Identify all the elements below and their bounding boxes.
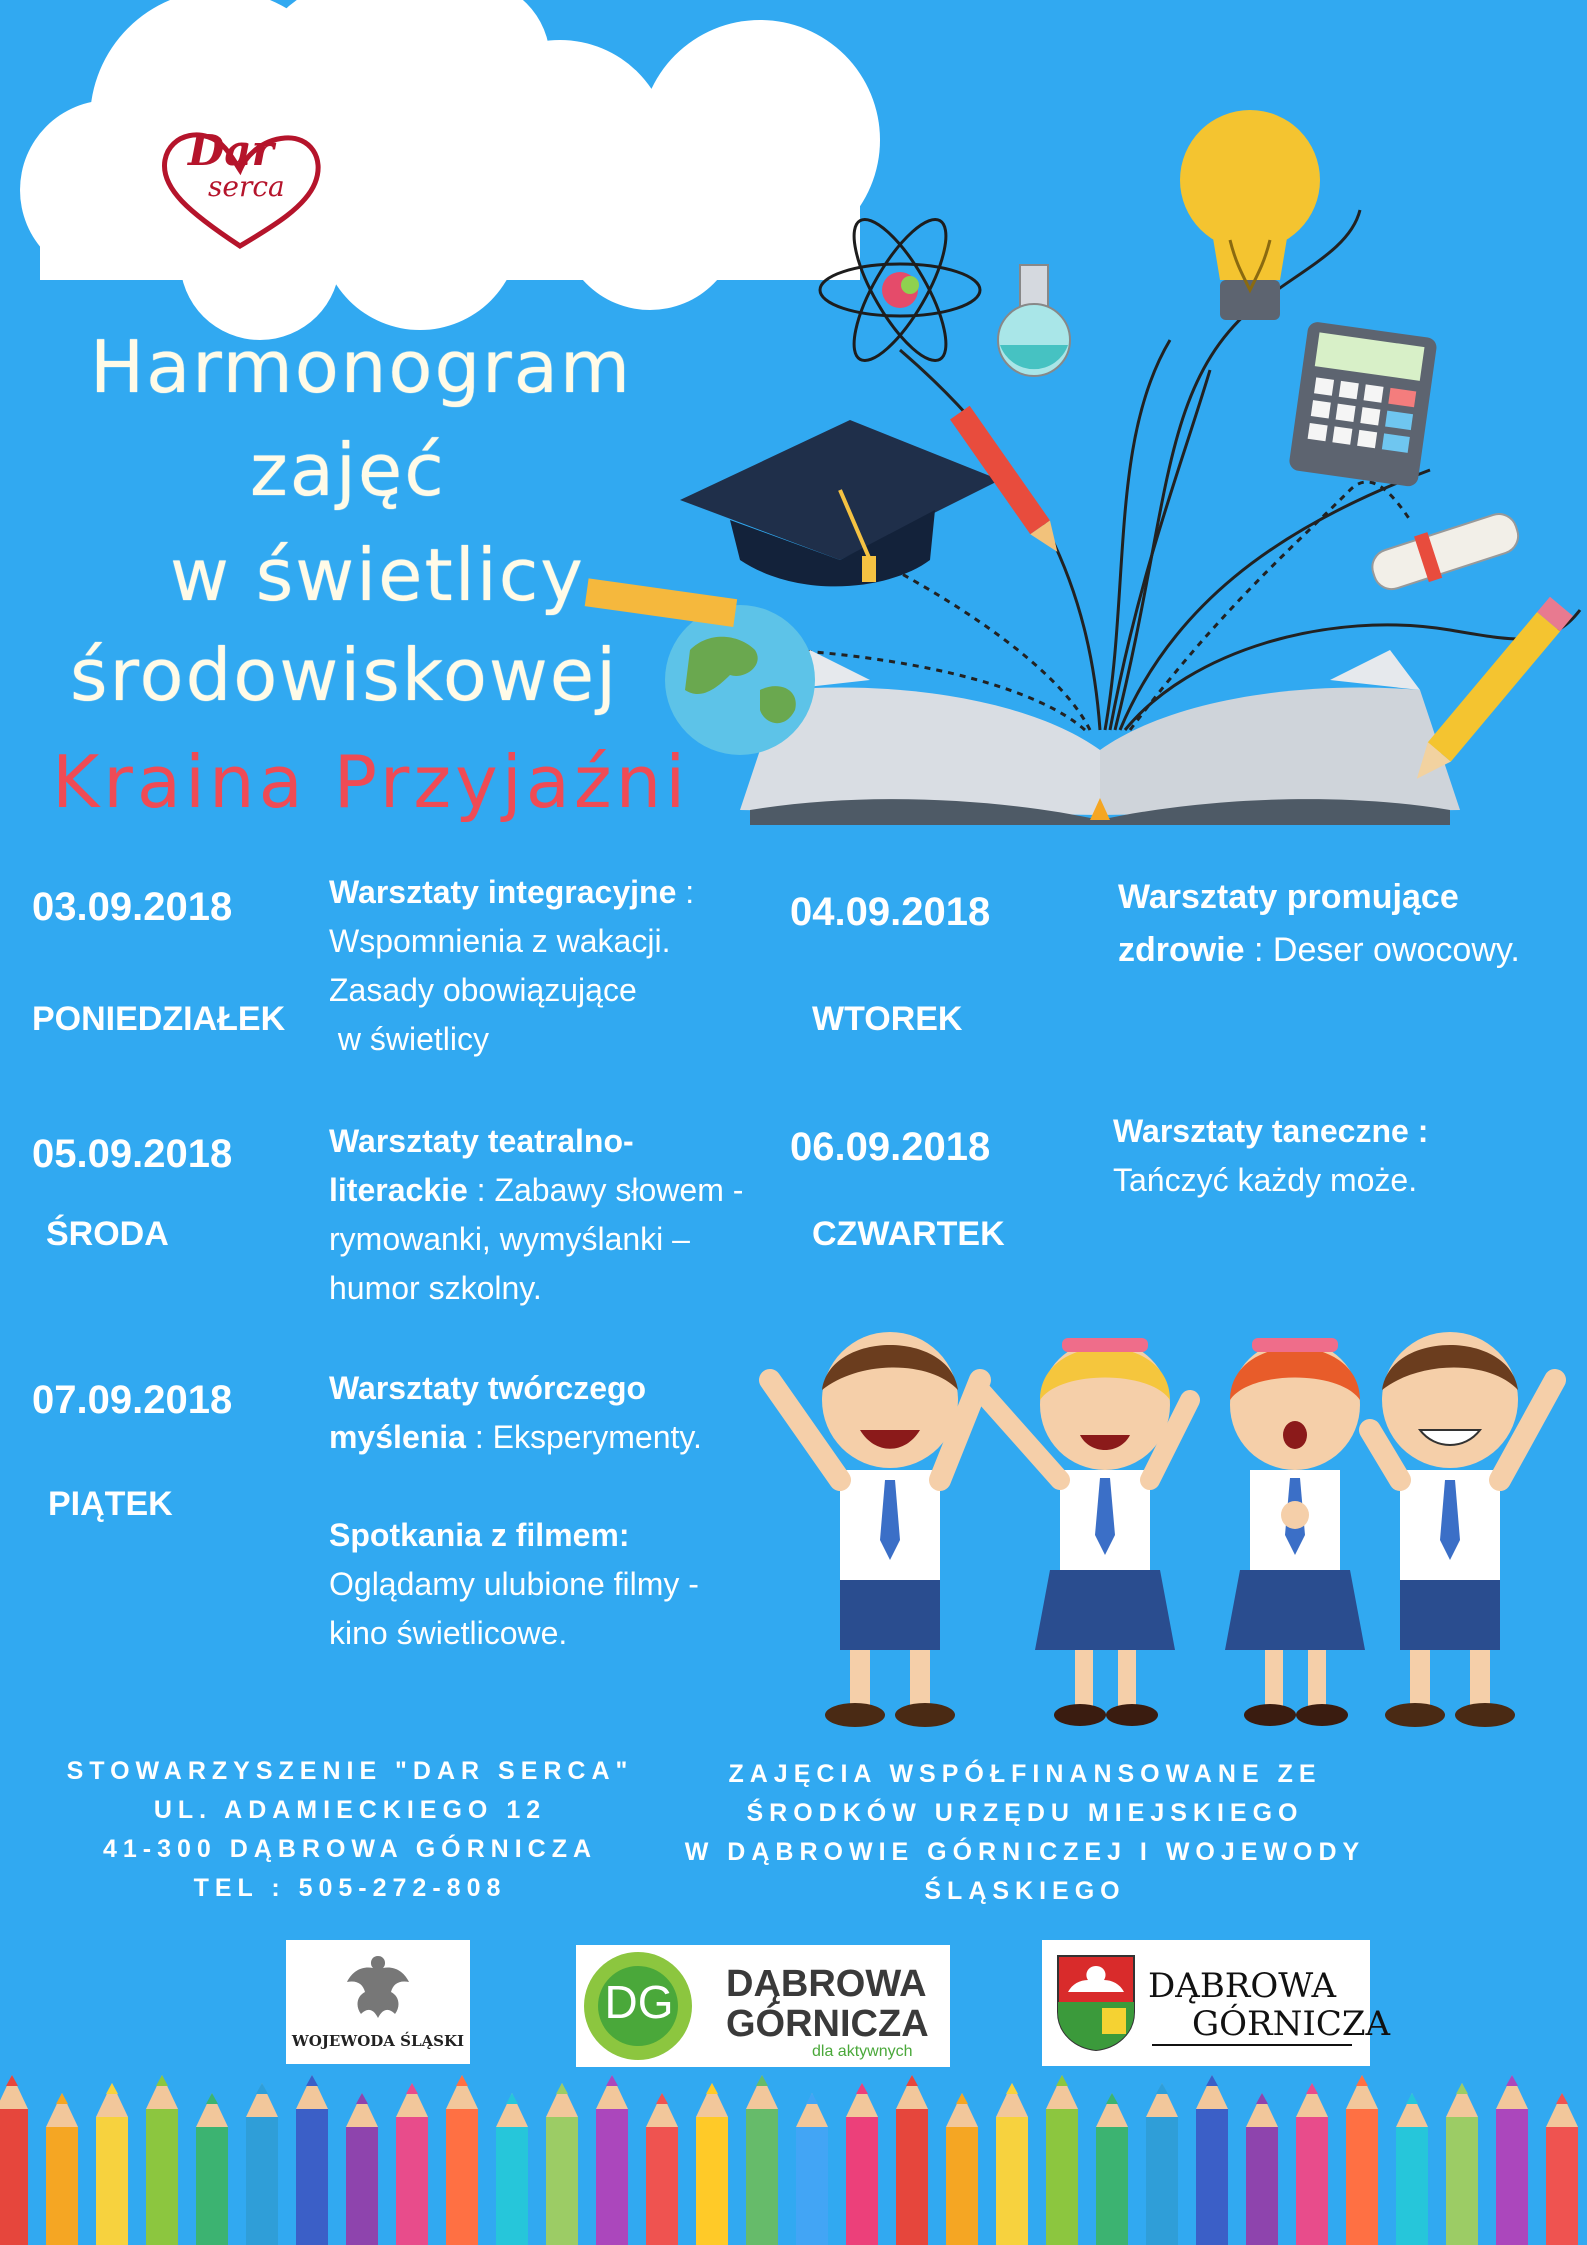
crayon: [246, 2083, 278, 2245]
dg-tagline: dla aktywnych: [812, 2043, 913, 2060]
activity-5-title-2: myślenia: [329, 1419, 466, 1455]
crayon: [646, 2093, 678, 2245]
crayons-border: [0, 2065, 1587, 2245]
crayon: [1546, 2093, 1578, 2245]
activity-3-title-2: literackie: [329, 1172, 468, 1208]
crayon: [1246, 2093, 1278, 2245]
crayon: [0, 2075, 28, 2245]
boy-figure-2: [1370, 1332, 1555, 1727]
crayon: [696, 2083, 728, 2245]
dg-line-1: DĄBROWA: [726, 1963, 927, 2005]
dabrowa-dla-aktywnych-logo: [576, 1945, 950, 2067]
calculator-icon: [1288, 321, 1438, 488]
activity-5: [329, 1364, 789, 1658]
date-2: 04.09.2018: [790, 890, 991, 934]
activity-4: [1113, 1107, 1573, 1205]
city-underline: [1152, 2044, 1352, 2046]
title-line-4: środowiskowej: [70, 633, 619, 717]
yellow-pencil-icon: [1405, 597, 1573, 789]
activity-5-line-1: Oglądamy ulubione filmy -: [329, 1566, 699, 1602]
dg-mark-text: DG: [604, 1976, 674, 2028]
wojewoda-logo: [286, 1940, 470, 2064]
org-line-3: 41-300 DĄBROWA GÓRNICZA: [102, 1835, 598, 1863]
flask-icon: [998, 265, 1070, 376]
book-illustration: [570, 90, 1587, 830]
activity-1-line-2: Zasady obowiązujące: [329, 972, 637, 1008]
city-line-1: DĄBROWA: [1148, 1966, 1337, 2006]
crayon: [346, 2093, 378, 2245]
crayon: [496, 2093, 528, 2245]
crayon: [746, 2075, 778, 2245]
date-1: 03.09.2018: [32, 885, 233, 929]
title-line-2: zajęć: [250, 428, 446, 512]
crayon: [996, 2083, 1028, 2245]
activity-1-line-3: w świetlicy: [329, 1021, 490, 1057]
crayon: [1046, 2075, 1078, 2245]
org-line-1: STOWARZYSZENIE "DAR SERCA": [66, 1757, 634, 1785]
crayon: [1496, 2075, 1528, 2245]
organization-info: [20, 1752, 680, 1908]
day-3: ŚRODA: [46, 1215, 169, 1253]
logo-text-serca: serca: [208, 170, 285, 203]
crayon: [446, 2075, 478, 2245]
activity-1-sep: :: [676, 874, 695, 910]
boy-figure-1: [770, 1332, 980, 1727]
org-line-2: UL. ADAMIECKIEGO 12: [153, 1796, 547, 1824]
activity-3: [329, 1117, 789, 1313]
funding-line-3: W DĄBROWIE GÓRNICZEJ I WOJEWODY: [684, 1838, 1366, 1866]
crayon: [296, 2075, 328, 2245]
activity-5-title-3: Spotkania z filmem:: [329, 1517, 630, 1553]
dg-line-2: GÓRNICZA: [726, 2003, 929, 2045]
logo-text-dar: Dar: [188, 126, 274, 175]
graduation-cap-icon: [680, 420, 1000, 586]
crayon: [1296, 2083, 1328, 2245]
crayon: [1146, 2083, 1178, 2245]
funding-info: [660, 1755, 1390, 1911]
atom-icon: [820, 208, 980, 373]
crayon: [396, 2083, 428, 2245]
crayon: [596, 2075, 628, 2245]
activity-3-line-2: humor szkolny.: [329, 1270, 542, 1306]
activity-1-title: Warsztaty integracyjne: [329, 874, 677, 910]
day-4: CZWARTEK: [812, 1215, 1005, 1253]
dabrowa-city-logo: [1042, 1940, 1391, 2066]
dar-serca-logo: [150, 118, 330, 258]
activity-2-rest: : Deser owocowy.: [1244, 931, 1520, 969]
date-4: 06.09.2018: [790, 1125, 991, 1169]
activity-5-rest: : Eksperymenty.: [465, 1419, 702, 1455]
crayon: [896, 2075, 928, 2245]
crayon: [1446, 2083, 1478, 2245]
funding-line-2: ŚRODKÓW URZĘDU MIEJSKIEGO: [746, 1799, 1304, 1827]
activity-3-line-1: rymowanki, wymyślanki –: [329, 1221, 690, 1257]
eagle-icon: [343, 1948, 413, 2028]
girl-figure-2: [1225, 1338, 1365, 1726]
activity-3-rest: : Zabawy słowem -: [467, 1172, 744, 1208]
crayon: [96, 2083, 128, 2245]
activity-4-title: Warsztaty taneczne :: [1113, 1113, 1429, 1149]
funding-line-1: ZAJĘCIA WSPÓŁFINANSOWANE ZE: [728, 1760, 1322, 1788]
wojewoda-label: WOJEWODA ŚLĄSKI: [291, 2032, 465, 2050]
day-5: PIĄTEK: [48, 1485, 173, 1523]
children-illustration: [740, 1320, 1587, 1740]
crayon: [196, 2093, 228, 2245]
activity-1: [329, 868, 769, 1064]
date-3: 05.09.2018: [32, 1132, 233, 1176]
subtitle-kraina: Kraina Przyjaźni: [52, 740, 690, 824]
activity-1-line-1: Wspomnienia z wakacji.: [329, 923, 671, 959]
diploma-icon: [1366, 506, 1523, 598]
day-2: WTOREK: [812, 1000, 963, 1038]
activity-4-line-1: Tańczyć każdy może.: [1113, 1162, 1418, 1198]
crayon: [546, 2083, 578, 2245]
activity-2-title-2: zdrowie: [1118, 931, 1245, 969]
activity-2: [1118, 871, 1578, 977]
ruler-icon: [585, 578, 737, 627]
light-bulb-icon: [1180, 110, 1320, 320]
crayon: [1196, 2075, 1228, 2245]
crayon: [796, 2093, 828, 2245]
crayon: [1396, 2093, 1428, 2245]
city-line-2: GÓRNICZA: [1192, 2004, 1391, 2044]
funding-line-4: ŚLĄSKIEGO: [924, 1877, 1126, 1905]
org-line-4: TEL : 505-272-808: [193, 1874, 507, 1902]
coat-of-arms-icon: [1054, 1952, 1138, 2052]
crayon: [846, 2083, 878, 2245]
crayon: [946, 2093, 978, 2245]
activity-5-line-2: kino świetlicowe.: [329, 1615, 568, 1651]
activity-5-title-1: Warsztaty twórczego: [329, 1370, 647, 1406]
date-5: 07.09.2018: [32, 1378, 233, 1422]
crayon: [1096, 2093, 1128, 2245]
crayon: [1346, 2075, 1378, 2245]
crayon: [146, 2075, 178, 2245]
day-1: PONIEDZIAŁEK: [32, 1000, 286, 1038]
title-line-3: w świetlicy: [170, 533, 585, 617]
title-line-1: Harmonogram: [90, 325, 633, 409]
activity-2-title-1: Warsztaty promujące: [1118, 878, 1459, 916]
crayon: [46, 2093, 78, 2245]
girl-figure-1: [980, 1338, 1190, 1726]
activity-3-title-1: Warsztaty teatralno-: [329, 1123, 634, 1159]
